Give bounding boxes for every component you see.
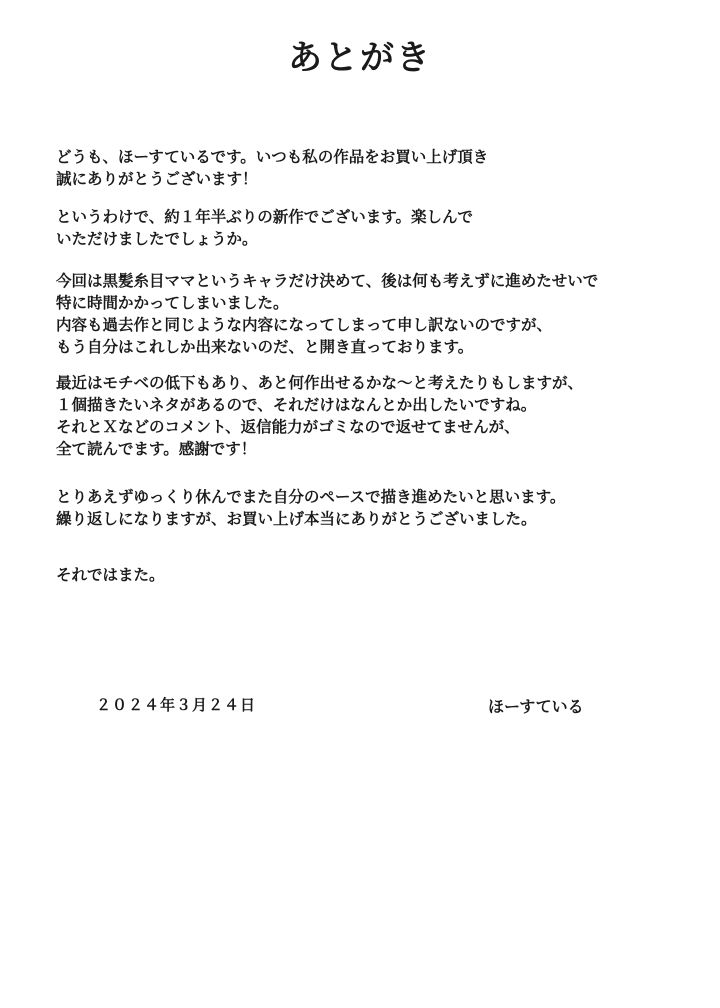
author-signature: ほーすている bbox=[488, 697, 584, 716]
text-line: いただけましたでしょうか。 bbox=[56, 230, 258, 248]
text-line: 全て読んでます。感謝です！ bbox=[56, 440, 257, 458]
text-line: それとＸなどのコメント、返信能力がゴミなので返せてませんが、 bbox=[56, 418, 520, 436]
text-line: 特に時間かかってしまいました。 bbox=[56, 294, 289, 312]
text-line: というわけで、約１年半ぶりの新作でございます。楽しんで bbox=[56, 208, 473, 226]
paragraph-greeting bbox=[56, 146, 696, 190]
text-line: もう自分はこれしか出来ないのだ、と開き直っております。 bbox=[56, 338, 474, 356]
text-line: どうも、ほーすているです。いつも私の作品をお買い上げ頂き bbox=[56, 148, 489, 166]
paragraph-closing bbox=[56, 486, 696, 530]
text-line: とりあえずゆっくり休んでまた自分のペースで描き進めたいと思います。 bbox=[56, 488, 566, 506]
date-text: ２０２４年３月２４日 bbox=[96, 696, 257, 714]
text-line: １個描きたいネタがあるので、それだけはなんとか出したいですね。 bbox=[56, 396, 537, 414]
paragraph-recently bbox=[56, 372, 696, 460]
paragraph-new-work bbox=[56, 206, 696, 250]
page-title: あとがき bbox=[288, 38, 432, 78]
text-line: それではまた。 bbox=[56, 566, 165, 584]
text-line: 繰り返しになりますが、お買い上げ本当にありがとうございました。 bbox=[56, 510, 537, 528]
text-line: 最近はモチベの低下もあり、あと何作出せるかな～と考えたりもしますが、 bbox=[56, 374, 584, 392]
text-line: 誠にありがとうございます！ bbox=[56, 170, 258, 188]
paragraph-this-time bbox=[56, 270, 696, 358]
paragraph-farewell bbox=[56, 564, 696, 586]
text-line: 今回は黒髪糸目ママというキャラだけ決めて、後は何も考えずに進めたせいで bbox=[56, 272, 599, 290]
text-line: 内容も過去作と同じような内容になってしまって申し訳ないのですが、 bbox=[56, 316, 553, 334]
